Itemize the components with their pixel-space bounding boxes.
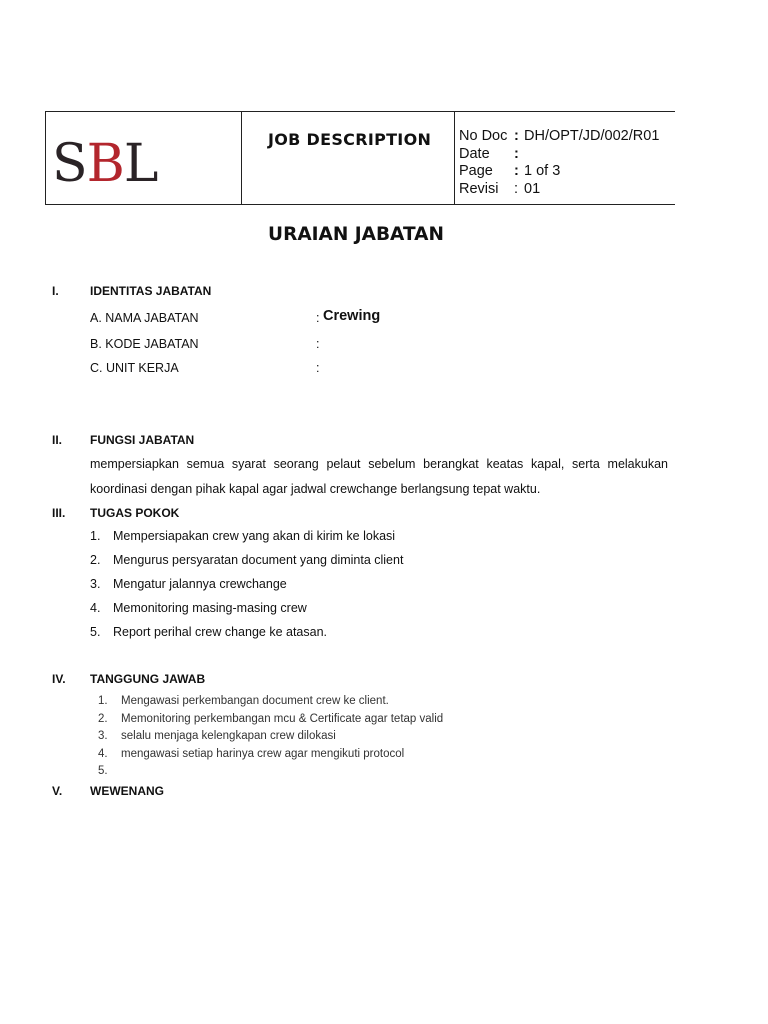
- section-1-number: I.: [52, 284, 59, 298]
- list-item: 1. Mempersiapakan crew yang akan di kirim ke lokasi: [90, 529, 396, 543]
- document-type: JOB DESCRIPTION: [268, 130, 432, 149]
- section-4-number: IV.: [52, 672, 66, 686]
- list-item: 4. Memonitoring masing-masing crew: [90, 601, 307, 615]
- list-item: 5.: [98, 765, 108, 777]
- field-kode-jabatan-colon: :: [316, 337, 320, 351]
- section-5-number: V.: [52, 784, 63, 798]
- list-item: 2. Memonitoring perkembangan mcu & Certificate agar tetap valid: [98, 712, 444, 725]
- field-unit-kerja-label: C. UNIT KERJA: [90, 361, 179, 375]
- field-nama-jabatan-value: Crewing: [323, 308, 381, 324]
- section-3-number: III.: [52, 506, 66, 520]
- section-3-title: TUGAS POKOK: [90, 506, 180, 520]
- header-divider-1: [241, 111, 242, 205]
- meta-row-no-doc: No Doc : DH/OPT/JD/002/R01: [459, 128, 660, 144]
- fungsi-jabatan-text: mempersiapkan semua syarat seorang pelaut sebelum berangkat keatas kapal, serta melakukan koordinasi dengan pihak kapal agar jadwal crewchange berlangsung tepat waktu.: [90, 457, 668, 496]
- field-nama-jabatan-colon: :: [316, 311, 320, 325]
- company-logo: [52, 134, 217, 194]
- header-divider-2: [454, 111, 455, 205]
- header-bottom-border: [45, 204, 675, 205]
- meta-row-page: Page : 1 of 3: [459, 163, 561, 179]
- document-meta: [459, 128, 659, 198]
- header-top-border: [45, 111, 675, 112]
- list-item: 5. Report perihal crew change ke atasan.: [90, 625, 328, 639]
- header-left-border: [45, 111, 46, 205]
- section-4-title: TANGGUNG JAWAB: [90, 672, 206, 686]
- field-nama-jabatan-label: A. NAMA JABATAN: [90, 311, 199, 325]
- meta-row-revisi: Revisi : 01: [459, 180, 541, 197]
- list-item: 2. Mengurus persyaratan document yang diminta client: [90, 553, 404, 567]
- field-kode-jabatan-label: B. KODE JABATAN: [90, 337, 199, 351]
- section-2-title: FUNGSI JABATAN: [90, 433, 195, 447]
- section-1-title: IDENTITAS JABATAN: [90, 284, 212, 298]
- logo-letter-b: B: [86, 134, 124, 194]
- list-item: 4. mengawasi setiap harinya crew agar mengikuti protocol: [98, 747, 405, 760]
- section-5-title: WEWENANG: [90, 784, 164, 798]
- logo-letter-s: S: [52, 134, 87, 194]
- meta-row-date: Date :: [459, 145, 519, 162]
- page-title: URAIAN JABATAN: [268, 224, 444, 245]
- logo-letter-l: L: [123, 134, 158, 194]
- section-2-number: II.: [52, 433, 63, 447]
- list-item: 3. Mengatur jalannya crewchange: [90, 577, 287, 591]
- list-item: 3. selalu menjaga kelengkapan crew dilokasi: [98, 730, 336, 742]
- list-item: 1. Mengawasi perkembangan document crew ke client.: [98, 695, 389, 707]
- field-unit-kerja-colon: :: [316, 361, 320, 375]
